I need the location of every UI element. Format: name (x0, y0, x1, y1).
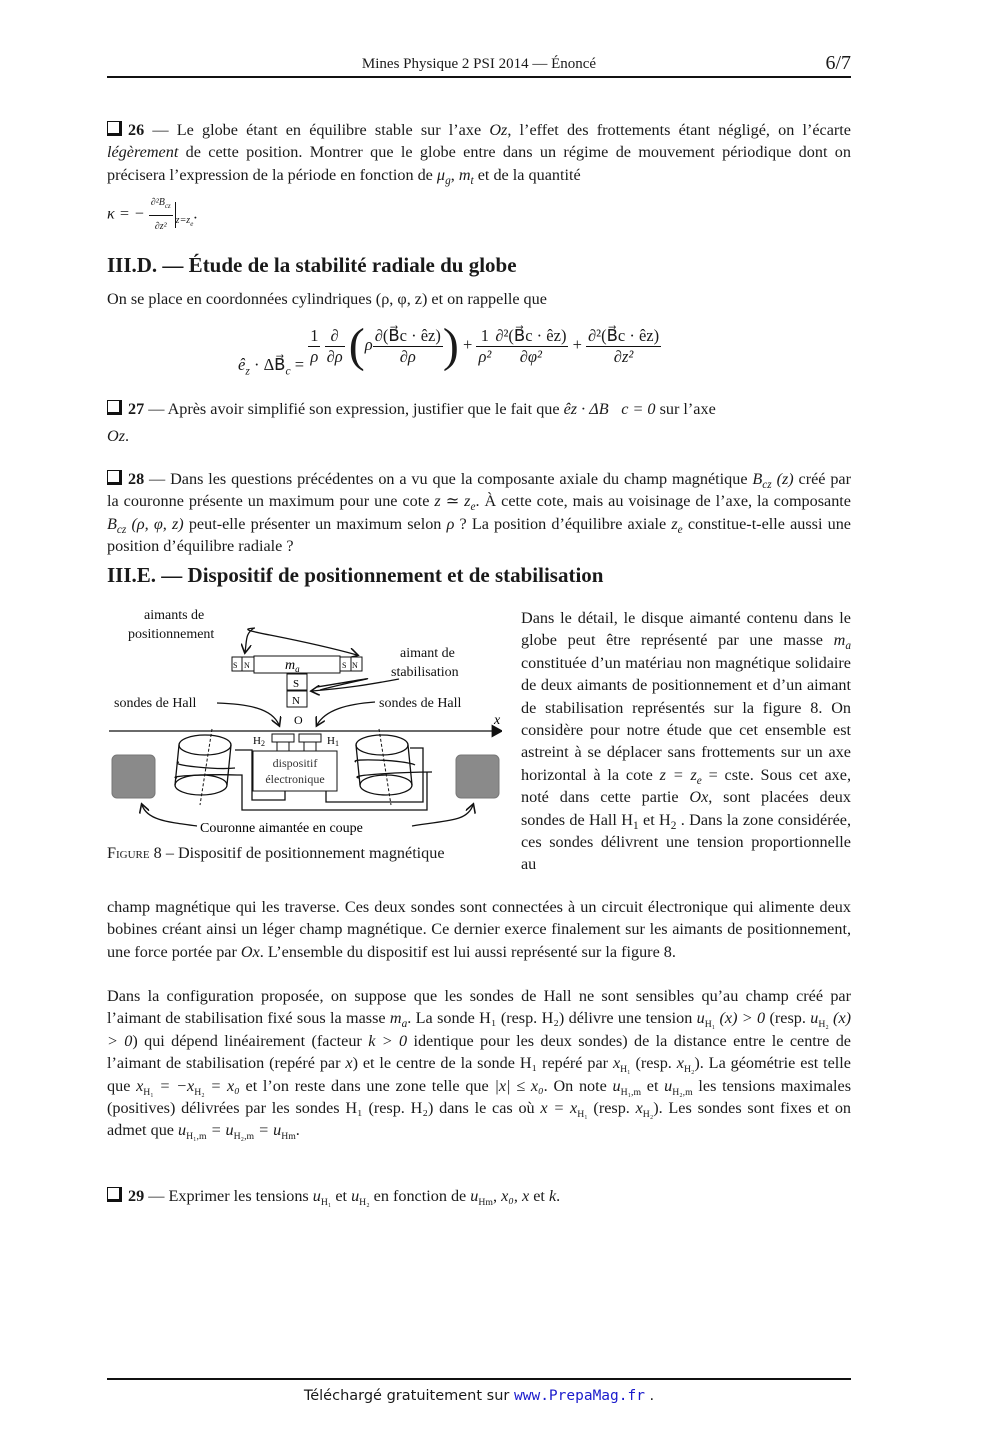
figure-8-caption: Figure 8 – Dispositif de positionnement magnétique (107, 844, 445, 862)
svg-text:N: N (244, 661, 250, 670)
section-d-intro: On se place en coordonnées cylindriques (ρ, φ, z) et on rappelle que (107, 290, 547, 308)
svg-text:dispositif: dispositif (272, 756, 318, 770)
checkbox-icon (107, 121, 122, 136)
figure-side-paragraph: Dans le détail, le disque aimanté contenu dans le globe peut être représenté par une masse $m_a$ constituée d’un matériau non magnétique solidaire de deux aimants de positionnement et d’un aimant de stabilisation représentés sur la figure 8. On considère pour notre étude que cet ensemble est astreint à se déplacer sans frottements sur un axe horizontal à la cote $z = z_e$ = cste. Sous cet axe, noté dans cette partie Ox, sont placées deux sondes de Hall $H_1$ et $H_2$ . Dans la zone considérée, ces sondes délivrent une tension proportionnelle au (521, 609, 851, 874)
header-title: Mines Physique 2 PSI 2014 — Énoncé (361, 56, 597, 72)
svg-text:H1: H1 (327, 735, 339, 748)
figure-8-diagram (107, 600, 502, 840)
svg-text:S: S (342, 661, 347, 670)
checkbox-icon (107, 470, 122, 485)
svg-text:positionnement: positionnement (128, 627, 215, 642)
svg-text:ma: $m_a$ (285, 658, 300, 674)
svg-text:N: N (352, 661, 358, 670)
paragraph-configuration: Dans la configuration proposée, on suppose que les sondes de Hall ne sont sensibles qu’au champ créé par l’aimant de stabilisation fixé sous la masse $m_a$. La sonde H₁ (resp. H₂) délivre une tension $u_{H_1}$ (x) > 0 (resp. $u_{H_2}$ (x) > 0) qui dépend linéairement (facteur k > 0 identique pour les deux sondes) de la distance entre le centre de l’aimant de stabilisation (repéré par x) et le centre de la sonde H₁ repéré par $x_{H_1}$ (resp. $x_{H_2}$). La géométrie est telle que $x_{H_1} = -x_{H_2} = x_0$ et l’on reste dans une zone telle que |x| ≤ x₀. On note $u_{H_1,m}$ et $u_{H_2,m}$ les tensions maximales (positives) délivrées par les sondes H₁ (resp. H₂) dans le cas où $x = x_{H_1}$ (resp. $x_{H_2}$). Les sondes sont fixes et on admet que $u_{H_1,m} = u_{H_2,m} = u_{Hm}$. (107, 987, 852, 1143)
ring-magnet-right (456, 755, 499, 798)
svg-text:O: O (294, 713, 303, 727)
svg-text:électronique: électronique (265, 772, 325, 786)
section-heading-iii-e: III.E. — Dispositif de positionnement et de stabilisation (107, 563, 604, 587)
svg-text:aimant de: aimant de (400, 646, 455, 661)
svg-text:S: S (233, 661, 238, 670)
page-footer: Téléchargé gratuitement sur www.PrepaMag.fr . (303, 1388, 655, 1404)
prepamag-link[interactable]: www.PrepaMag.fr (514, 1388, 645, 1404)
svg-text:sondes de Hall: sondes de Hall (114, 696, 197, 711)
svg-text:sondes de Hall: sondes de Hall (379, 696, 462, 711)
question-number: 26 (128, 121, 145, 139)
page-header (107, 52, 851, 78)
svg-text:aimants de: aimants de (144, 608, 205, 623)
checkbox-icon (107, 400, 122, 415)
svg-text:Couronne aimantée en coupe: Couronne aimantée en coupe (200, 821, 363, 836)
svg-text:H2: H2 (253, 735, 265, 748)
header-divider (107, 76, 851, 78)
svg-text:stabilisation: stabilisation (391, 665, 459, 680)
page-number: 6/7 (825, 52, 851, 74)
svg-text:S: S (293, 678, 300, 690)
paragraph-hall-circuit: champ magnétique qui les traverse. Ces deux sondes sont connectées à un circuit électronique qui alimente deux bobines créant ainsi un léger champ magnétique. Ce dernier exerce finalement sur les aimants de positionnement, une force portée par Ox. L’ensemble du dispositif est lui aussi représenté sur la figure 8. (107, 898, 851, 961)
footer-divider (107, 1378, 851, 1380)
question-26: 26 — Le globe étant en équilibre stable sur l’axe Oz, l’effet des frottements étant négligé, on l’écarte légèrement de cette position. Montrer que le globe entre dans un régime de mouvement périodique dont on précisera l’expression de la période en fonction de $\mu_g$, $m_t$ et de la quantité κ = − $\frac{\partial^2B_{cz}}{\text{∂z²}}$ $_{z=z_e}$. (107, 119, 851, 238)
laplacian-equation: $ê_z$ · $\Delta B⃗_c$ = $\frac{1}{\rho}$ $\frac{\partial}{\partial\rho}$ (ρ $\frac{\partial(B⃗c \cdot êz)}{\partial\rho}$ ) + $\frac{1}{\text{ρ²}}$ $\frac{\text{∂²(B⃗c · êz)}}{\text{∂φ²}}$ + $\frac{\text{∂²(B⃗c · êz)}}{\text{∂z²}}$ (238, 319, 660, 378)
hall-sensor-diagram (107, 600, 502, 840)
question-27: 27 — Après avoir simplifié son expression, justifier que le fait que êz · ΔB⃗c = 0 sur l’axe Oz. (107, 400, 716, 445)
question-29: 29 — Exprimer les tensions $u_{H_1}$ et $u_{H_2}$ en fonction de $u_{Hm}$, x₀, x et k. (107, 1185, 851, 1207)
kappa-definition: κ = − $\frac{\partial^2B_{cz}}{\text{∂z²}}$ $_{z=z_e}$. (107, 192, 197, 238)
ring-magnet-left (112, 755, 155, 798)
section-heading-iii-d: III.D. — Étude de la stabilité radiale du globe (107, 253, 517, 277)
svg-text:N: N (292, 695, 300, 707)
checkbox-icon (107, 1187, 122, 1202)
svg-text:x: x (494, 713, 501, 728)
question-28: 28 — Dans les questions précédentes on a vu que la composante axiale du champ magnétique $B_{cz}$ (z) créé par la couronne présente un maximum pour une cote z ≃ $z_e$. À cette cote, mais au voisinage de l’axe, la composante $B_{cz}$ (ρ, φ, z) peut-elle présenter un maximum selon ρ ? La position d’équilibre axiale $z_e$ constitue-t-elle aussi une position d’équilibre radiale ? (107, 470, 851, 556)
